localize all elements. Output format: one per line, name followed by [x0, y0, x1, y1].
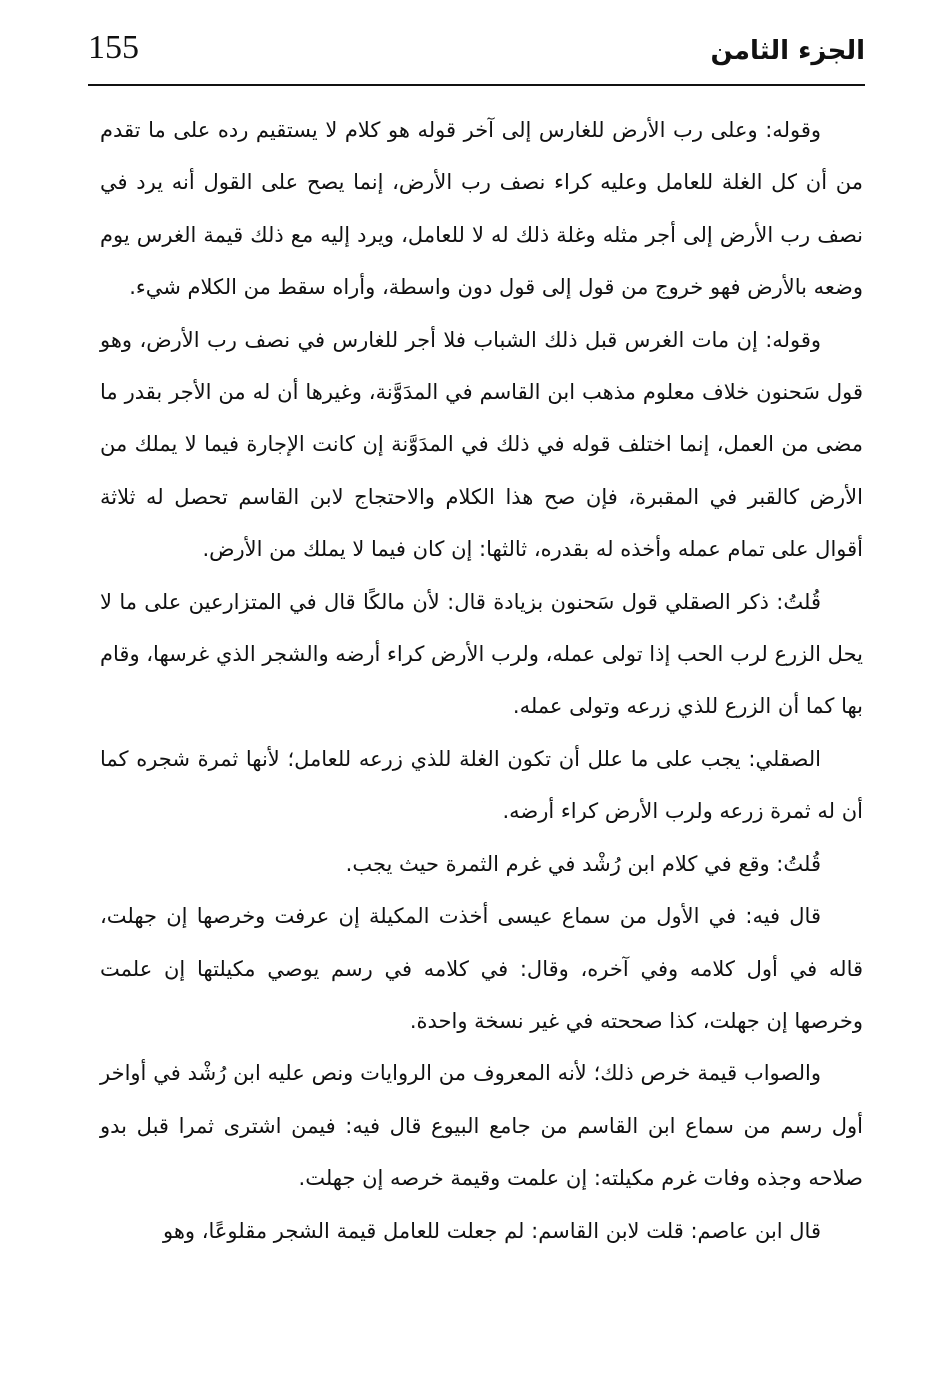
page-header [88, 24, 865, 86]
running-title: الجزء الثامن [710, 36, 865, 66]
paragraph: قُلتُ: وقع في كلام ابن رُشْد في غرم الثمرة حيث يجب. [345, 851, 821, 876]
paragraph: قُلتُ: ذكر الصقلي قول سَحنون بزيادة قال: لأن مالكًا قال في المتزارعين على ما لا يحل الزرع لرب الحب إذا تولى عمله، ولرب الأرض كراء أرضه والشجر الذي غرسها، وقام بها كما أن الزرع للذي زرعه وتولى عمله. [100, 589, 863, 719]
page-number: 155 [88, 29, 139, 66]
paragraph: قال فيه: في الأول من سماع عيسى أخذت المكيلة إن عرفت وخرصها إن جهلت، قاله في أول كلامه وفي آخره، وقال: في كلامه في رسم يوصي مكيلتها إن علمت وخرصها إن جهلت، كذا صححته في غير نسخة واحدة. [100, 904, 863, 1033]
paragraph: والصواب قيمة خرص ذلك؛ لأنه المعروف من الروايات ونص عليه ابن رُشْد في أواخر أول رسم من سماع ابن القاسم من جامع البيوع قال فيه: فيمن اشترى ثمرا قبل بدو صلاحه وجذه وفات غرم مكيلته: إن علمت وقيمة خرصه إن جهلت. [100, 1061, 863, 1191]
paragraph: وقوله: إن مات الغرس قبل ذلك الشباب فلا أجر للغارس في نصف رب الأرض، وهو قول سَحنون خلاف معلوم مذهب ابن القاسم في المدَوَّنة، وغيرها أن له من الأجر بقدر ما مضى من العمل، إنما اختلف قوله في ذلك في المدَوَّنة إن كانت الإجارة فيما لا يملك من الأرض كالقبر في المقبرة، فإن صح هذا الكلام والاحتجاج لابن القاسم تحصل له ثلاثة أقوال على تمام عمله وأخذه له بقدره، ثالثها: إن كان فيما لا يملك من الأرض. [100, 327, 863, 562]
paragraph: الصقلي: يجب على ما علل أن تكون الغلة للذي زرعه للعامل؛ لأنها ثمرة شجره كما أن له ثمرة زرعه ولرب الأرض كراء أرضه. [100, 746, 863, 824]
header-divider [88, 84, 865, 86]
page-body [100, 104, 863, 1257]
paragraph: قال ابن عاصم: قلت لابن القاسم: لم جعلت للعامل قيمة الشجر مقلوعًا، وهو [162, 1218, 821, 1243]
paragraph: وقوله: وعلى رب الأرض للغارس إلى آخر قوله هو كلام لا يستقيم رده على ما تقدم من أن كل الغلة للعامل وعليه كراء نصف رب الأرض، إنما يصح على القول أنه يرد في نصف رب الأرض إلى أجر مثله وغلة ذلك له لا للعامل، ويرد إليه مع ذلك قيمة الغرس يوم وضعه بالأرض فهو خروج من قول إلى قول دون واسطة، وأراه سقط من الكلام شيء. [100, 118, 863, 300]
